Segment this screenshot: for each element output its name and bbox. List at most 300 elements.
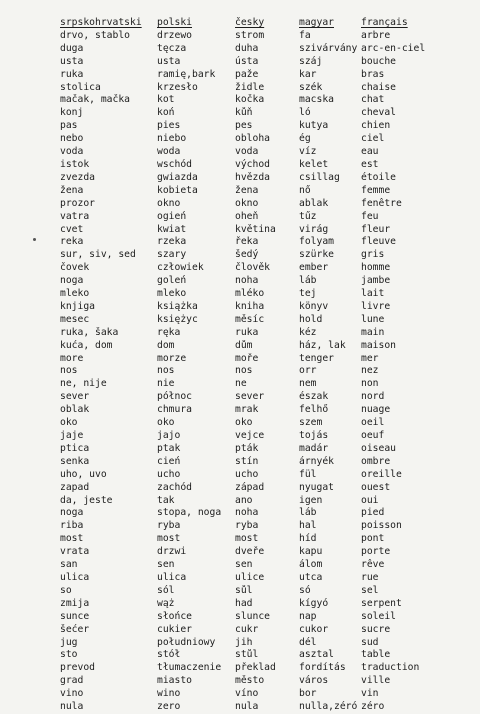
cell-czech: okno (235, 197, 259, 209)
cell-serbo-croatian: jug (60, 636, 78, 648)
cell-polish: miasto (157, 675, 192, 687)
cell-serbo-croatian: mačak, mačka (60, 94, 130, 106)
cell-polish: most (157, 533, 181, 545)
cell-czech: ústa (235, 55, 259, 67)
cell-polish: drzewo (157, 29, 192, 41)
cell-french: zéro (361, 701, 385, 713)
cell-polish: mleko (157, 288, 187, 300)
cell-hungarian: szivárvány (299, 42, 358, 54)
table-row (60, 288, 431, 301)
cell-polish: stół (157, 649, 181, 661)
table-row (60, 211, 431, 224)
cell-czech: nos (235, 365, 253, 377)
cell-serbo-croatian: prevod (60, 662, 95, 674)
cell-polish: pies (157, 120, 181, 132)
cell-french: non (361, 378, 379, 390)
table-row (60, 391, 431, 404)
cell-polish: ptak (157, 442, 181, 454)
table-row (60, 301, 431, 314)
table-row (60, 198, 431, 211)
cell-czech: most (235, 533, 259, 545)
cell-czech: moře (235, 352, 259, 364)
cell-hungarian: víz (299, 146, 317, 158)
table-row (60, 701, 431, 714)
cell-czech: ano (235, 494, 253, 506)
cell-serbo-croatian: noga (60, 507, 84, 519)
table-row (60, 353, 431, 366)
cell-serbo-croatian: ruka (60, 68, 84, 80)
cell-french: nuage (361, 404, 391, 416)
cell-hungarian: madár (299, 442, 329, 454)
cell-czech: ryba (235, 520, 259, 532)
cell-french: porte (361, 546, 391, 558)
cell-czech: jih (235, 636, 253, 648)
cell-czech: město (235, 675, 265, 687)
table-row (60, 120, 431, 133)
cell-french: sel (361, 584, 379, 596)
cell-hungarian: fül (299, 468, 317, 480)
cell-hungarian: fordítás (299, 662, 346, 674)
table-row (60, 82, 431, 95)
cell-czech: stín (235, 455, 259, 467)
cell-hungarian: árnyék (299, 455, 334, 467)
cell-polish: nie (157, 378, 175, 390)
table-row (60, 520, 431, 533)
cell-serbo-croatian: uho, uvo (60, 468, 107, 480)
table-row (60, 611, 431, 624)
table-row (60, 417, 431, 430)
cell-polish: drzwi (157, 546, 187, 558)
cell-serbo-croatian: vrata (60, 546, 90, 558)
cell-czech: paže (235, 68, 259, 80)
table-row (60, 559, 431, 572)
cell-polish: krzesło (157, 81, 198, 93)
cell-hungarian: kelet (299, 158, 329, 170)
table-row (60, 314, 431, 327)
cell-czech: stůl (235, 649, 259, 661)
cell-polish: południowy (157, 636, 216, 648)
cell-polish: usta (157, 55, 181, 67)
cell-polish: kot (157, 94, 175, 106)
cell-czech: oheň (235, 210, 259, 222)
cell-polish: ryba (157, 520, 181, 532)
cell-czech: židle (235, 81, 265, 93)
cell-hungarian: kígyó (299, 597, 329, 609)
table-row (60, 585, 431, 598)
table-row (60, 598, 431, 611)
cell-hungarian: kéz (299, 326, 317, 338)
cell-hungarian: tojás (299, 430, 329, 441)
cell-french: oiseau (361, 442, 396, 454)
cell-polish: morze (157, 352, 187, 364)
cell-polish: człowiek (157, 262, 204, 274)
cell-hungarian: kapu (299, 546, 323, 558)
cell-czech: obloha (235, 133, 270, 145)
table-row (60, 185, 431, 198)
cell-serbo-croatian: istok (60, 158, 90, 170)
header-french: français (361, 17, 408, 28)
cell-polish: książka (157, 300, 198, 312)
cell-polish: cukier (157, 623, 192, 635)
cell-serbo-croatian: nos (60, 365, 78, 377)
cell-hungarian: nulla,zéró (299, 701, 358, 713)
cell-czech: pták (235, 442, 259, 454)
cell-polish: kwiat (157, 223, 187, 235)
cell-french: traduction (361, 662, 420, 674)
cell-serbo-croatian: vino (60, 688, 84, 700)
cell-french: arbre (361, 29, 391, 41)
cell-polish: słońce (157, 610, 192, 622)
table-row (60, 224, 431, 237)
cell-hungarian: nyugat (299, 481, 334, 493)
cell-polish: tęcza (157, 42, 187, 54)
cell-serbo-croatian: mesec (60, 313, 90, 325)
cell-french: pont (361, 533, 385, 545)
cell-czech: ruka (235, 326, 259, 338)
cell-polish: niebo (157, 133, 187, 145)
cell-hungarian: hal (299, 520, 317, 532)
cell-polish: cień (157, 455, 181, 467)
table-row (60, 340, 431, 353)
cell-polish: woda (157, 146, 181, 158)
table-row (60, 675, 431, 688)
cell-polish: okno (157, 197, 181, 209)
cell-french: chaise (361, 81, 396, 93)
cell-french: ouest (361, 481, 391, 493)
cell-hungarian: ház, lak (299, 339, 346, 351)
cell-hungarian: orr (299, 365, 317, 377)
cell-serbo-croatian: duga (60, 42, 84, 54)
cell-hungarian: cukor (299, 623, 329, 635)
table-row (60, 572, 431, 585)
table-row (60, 688, 431, 701)
cell-czech: sen (235, 559, 253, 571)
cell-serbo-croatian: mleko (60, 288, 90, 300)
cell-serbo-croatian: reka (60, 236, 84, 248)
cell-hungarian: száj (299, 55, 323, 67)
cell-serbo-croatian: zapad (60, 481, 90, 493)
cell-polish: goleń (157, 275, 187, 287)
cell-czech: had (235, 597, 253, 609)
cell-polish: tłumaczenie (157, 662, 222, 674)
cell-czech: řeka (235, 236, 259, 248)
cell-french: chat (361, 94, 385, 106)
cell-serbo-croatian: voda (60, 146, 84, 158)
cell-serbo-croatian: grad (60, 675, 84, 687)
cell-polish: oko (157, 417, 175, 429)
cell-czech: překlad (235, 662, 276, 674)
cell-french: lait (361, 288, 385, 300)
cell-serbo-croatian: ulica (60, 571, 90, 583)
cell-hungarian: szem (299, 417, 323, 429)
cell-french: eau (361, 146, 379, 158)
cell-french: livre (361, 300, 391, 312)
cell-serbo-croatian: sever (60, 391, 90, 403)
cell-french: maison (361, 339, 396, 351)
cell-serbo-croatian: more (60, 352, 84, 364)
table-row (60, 456, 431, 469)
cell-serbo-croatian: ruka, šaka (60, 326, 119, 338)
cell-hungarian: fa (299, 29, 311, 41)
cell-serbo-croatian: most (60, 533, 84, 545)
cell-polish: kobieta (157, 184, 198, 196)
cell-french: étoile (361, 171, 396, 183)
cell-czech: ucho (235, 468, 259, 480)
cell-serbo-croatian: pas (60, 120, 78, 132)
cell-serbo-croatian: konj (60, 107, 84, 119)
margin-dot (33, 238, 36, 241)
table-row (60, 662, 431, 675)
cell-polish: ręka (157, 326, 181, 338)
cell-polish: szary (157, 249, 187, 261)
table-row (60, 146, 431, 159)
cell-polish: tak (157, 494, 175, 506)
cell-czech: dveře (235, 546, 265, 558)
cell-french: oui (361, 494, 379, 506)
vocabulary-table (60, 17, 431, 714)
table-row (60, 482, 431, 495)
cell-hungarian: város (299, 675, 329, 687)
cell-czech: vejce (235, 430, 265, 441)
table-row (60, 159, 431, 172)
cell-french: homme (361, 262, 391, 274)
table-row (60, 624, 431, 637)
cell-french: ville (361, 675, 391, 687)
cell-czech: šedý (235, 249, 259, 261)
cell-czech: člověk (235, 262, 270, 274)
cell-hungarian: láb (299, 507, 317, 519)
cell-hungarian: utca (299, 571, 323, 583)
cell-french: oeuf (361, 430, 385, 441)
cell-czech: sever (235, 391, 265, 403)
cell-czech: víno (235, 688, 259, 700)
cell-hungarian: nap (299, 610, 317, 622)
cell-czech: voda (235, 146, 259, 158)
table-row (60, 236, 431, 249)
header-row (60, 17, 431, 30)
cell-hungarian: ég (299, 133, 311, 145)
cell-french: rêve (361, 559, 385, 571)
cell-czech: západ (235, 481, 265, 493)
table-row (60, 249, 431, 262)
cell-serbo-croatian: riba (60, 520, 84, 532)
table-row (60, 365, 431, 378)
cell-polish: ulica (157, 571, 187, 583)
cell-polish: sen (157, 559, 175, 571)
cell-serbo-croatian: oblak (60, 404, 90, 416)
cell-polish: nos (157, 365, 175, 377)
cell-czech: mléko (235, 288, 265, 300)
cell-serbo-croatian: nula (60, 701, 84, 713)
cell-czech: nula (235, 701, 259, 713)
table-row (60, 275, 431, 288)
cell-french: feu (361, 210, 379, 222)
cell-serbo-croatian: so (60, 584, 72, 596)
cell-serbo-croatian: sur, siv, sed (60, 249, 136, 261)
cell-polish: stopa, noga (157, 507, 222, 519)
table-row (60, 469, 431, 482)
cell-polish: ogień (157, 210, 187, 222)
header-serbo-croatian: srpskohrvatski (60, 17, 142, 28)
cell-serbo-croatian: san (60, 559, 78, 571)
cell-polish: jajo (157, 430, 181, 441)
cell-czech: kočka (235, 94, 265, 106)
cell-polish: zero (157, 701, 181, 713)
cell-french: poisson (361, 520, 402, 532)
cell-french: main (361, 326, 385, 338)
cell-hungarian: folyam (299, 236, 334, 248)
cell-serbo-croatian: noga (60, 275, 84, 287)
cell-french: vin (361, 688, 379, 700)
table-row (60, 327, 431, 340)
cell-serbo-croatian: usta (60, 55, 84, 67)
cell-french: fenêtre (361, 197, 402, 209)
cell-french: chien (361, 120, 391, 132)
cell-czech: kniha (235, 300, 265, 312)
cell-french: est (361, 158, 379, 170)
cell-french: gris (361, 249, 385, 261)
table-row (60, 546, 431, 559)
cell-french: bouche (361, 55, 396, 67)
cell-hungarian: só (299, 584, 311, 596)
cell-french: lune (361, 313, 385, 325)
table-row (60, 172, 431, 185)
cell-czech: oko (235, 417, 253, 429)
cell-french: pied (361, 507, 385, 519)
cell-serbo-croatian: sto (60, 649, 78, 661)
cell-french: rue (361, 571, 379, 583)
table-row (60, 637, 431, 650)
cell-serbo-croatian: cvet (60, 223, 84, 235)
cell-serbo-croatian: zmija (60, 597, 90, 609)
cell-hungarian: csillag (299, 171, 340, 183)
cell-hungarian: felhő (299, 404, 329, 416)
cell-polish: ucho (157, 468, 181, 480)
cell-czech: dům (235, 339, 253, 351)
cell-hungarian: tenger (299, 352, 334, 364)
cell-hungarian: bor (299, 688, 317, 700)
cell-hungarian: szürke (299, 249, 334, 261)
cell-hungarian: láb (299, 275, 317, 287)
cell-french: femme (361, 184, 391, 196)
vocabulary-table-wrap (60, 17, 431, 714)
cell-hungarian: ablak (299, 197, 329, 209)
table-row (60, 43, 431, 56)
cell-hungarian: híd (299, 533, 317, 545)
cell-czech: mrak (235, 404, 259, 416)
cell-polish: koń (157, 107, 175, 119)
cell-hungarian: igen (299, 494, 323, 506)
table-row (60, 533, 431, 546)
table-row (60, 94, 431, 107)
cell-french: ciel (361, 133, 385, 145)
table-row (60, 430, 431, 443)
table-row (60, 507, 431, 520)
cell-hungarian: álom (299, 559, 323, 571)
cell-polish: wąż (157, 597, 175, 609)
cell-czech: strom (235, 29, 265, 41)
cell-czech: ne (235, 378, 247, 390)
cell-polish: zachód (157, 481, 192, 493)
cell-serbo-croatian: vatra (60, 210, 90, 222)
cell-hungarian: könyv (299, 300, 329, 312)
cell-serbo-croatian: zvezda (60, 171, 95, 183)
header-czech: česky (235, 17, 265, 28)
cell-hungarian: ember (299, 262, 329, 274)
table-row (60, 56, 431, 69)
cell-polish: północ (157, 391, 192, 403)
cell-polish: ramię,bark (157, 68, 216, 80)
cell-french: oreille (361, 468, 402, 480)
cell-czech: žena (235, 184, 259, 196)
cell-polish: księżyc (157, 313, 198, 325)
table-row (60, 404, 431, 417)
cell-czech: pes (235, 120, 253, 132)
cell-polish: wino (157, 688, 181, 700)
cell-polish: rzeka (157, 236, 187, 248)
cell-serbo-croatian: čovek (60, 262, 90, 274)
cell-serbo-croatian: senka (60, 455, 90, 467)
cell-polish: sól (157, 584, 175, 596)
cell-polish: gwiazda (157, 171, 198, 183)
cell-serbo-croatian: sunce (60, 610, 90, 622)
cell-czech: měsíc (235, 313, 265, 325)
table-row (60, 69, 431, 82)
header-polish: polski (157, 17, 192, 28)
cell-french: cheval (361, 107, 396, 119)
cell-french: sucre (361, 623, 391, 635)
cell-czech: noha (235, 507, 259, 519)
table-row (60, 30, 431, 43)
cell-hungarian: nem (299, 378, 317, 390)
cell-czech: hvězda (235, 171, 270, 183)
cell-polish: wschód (157, 158, 192, 170)
cell-french: mer (361, 352, 379, 364)
cell-hungarian: nő (299, 184, 311, 196)
cell-hungarian: asztal (299, 649, 334, 661)
table-row (60, 107, 431, 120)
cell-hungarian: észak (299, 391, 329, 403)
cell-french: nord (361, 391, 385, 403)
cell-hungarian: virág (299, 223, 329, 235)
cell-serbo-croatian: knjiga (60, 300, 95, 312)
cell-hungarian: hold (299, 313, 323, 325)
cell-french: table (361, 649, 391, 661)
cell-czech: cukr (235, 623, 259, 635)
cell-serbo-croatian: žena (60, 184, 84, 196)
cell-serbo-croatian: oko (60, 417, 78, 429)
cell-hungarian: macska (299, 94, 334, 106)
cell-hungarian: kar (299, 68, 317, 80)
cell-french: jambe (361, 275, 391, 287)
header-hungarian: magyar (299, 17, 334, 28)
cell-french: nez (361, 365, 379, 377)
cell-czech: noha (235, 275, 259, 287)
table-row (60, 262, 431, 275)
cell-french: ombre (361, 455, 391, 467)
cell-hungarian: szék (299, 81, 323, 93)
cell-serbo-croatian: da, jeste (60, 494, 113, 506)
cell-czech: východ (235, 158, 270, 170)
cell-czech: slunce (235, 610, 270, 622)
cell-polish: chmura (157, 404, 192, 416)
table-row (60, 133, 431, 146)
cell-french: fleur (361, 223, 391, 235)
cell-hungarian: dél (299, 636, 317, 648)
cell-czech: kůň (235, 107, 253, 119)
cell-french: arc-en-ciel (361, 42, 426, 54)
cell-french: oeil (361, 417, 385, 429)
